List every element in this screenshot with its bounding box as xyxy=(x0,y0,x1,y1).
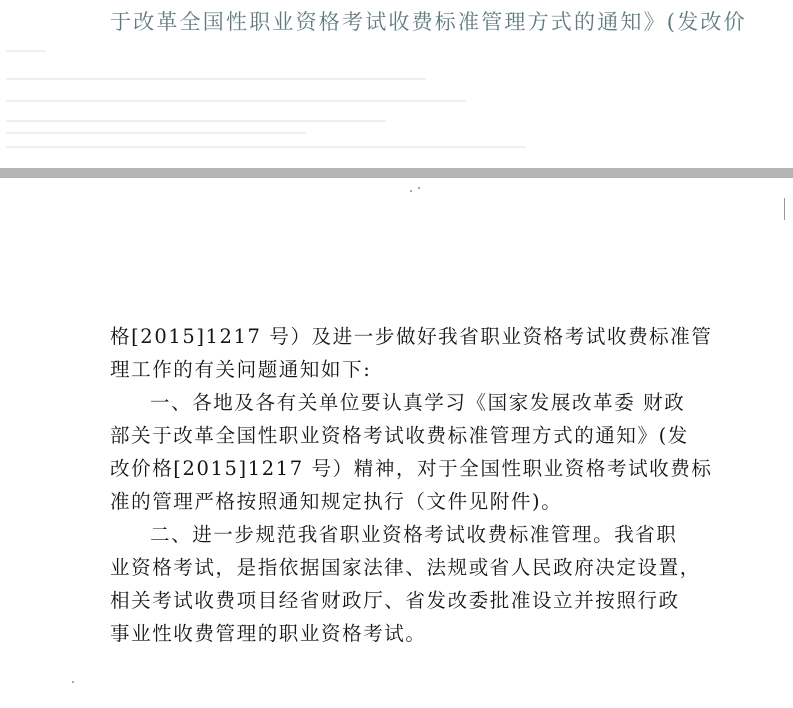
body-line: 事业性收费管理的职业资格考试。 xyxy=(110,622,427,645)
body-line: 理工作的有关问题通知如下: xyxy=(110,358,372,381)
body-line: 部关于改革全国性职业资格考试收费标准管理方式的通知》(发 xyxy=(110,424,689,447)
faint-ghost-line xyxy=(6,120,386,122)
page-separator xyxy=(0,168,793,178)
body-line: 相关考试收费项目经省财政厅、省发改委批准设立并按照行政 xyxy=(110,589,680,612)
body-line: 准的管理严格按照通知规定执行（文件见附件)。 xyxy=(110,490,563,513)
body-line: 改价格[2015]1217 号）精神，对于全国性职业资格考试收费标 xyxy=(110,457,713,480)
previous-page-fragment xyxy=(0,0,793,168)
scan-speck xyxy=(410,190,412,192)
document-page xyxy=(0,178,793,708)
document-body xyxy=(110,320,713,650)
faint-ghost-line xyxy=(6,132,306,134)
body-line-paragraph-start: 一、各地及各有关单位要认真学习《国家发展改革委 财政 xyxy=(150,391,686,414)
faint-ghost-line xyxy=(6,50,46,52)
scan-edge-mark xyxy=(784,198,785,220)
faint-ghost-line xyxy=(6,78,426,80)
scan-speck xyxy=(418,187,420,189)
faint-ghost-line xyxy=(6,100,466,102)
previous-page-text-line: 于改革全国性职业资格考试收费标准管理方式的通知》(发改价 xyxy=(110,10,747,34)
body-line: 业资格考试，是指依据国家法律、法规或省人民政府决定设置， xyxy=(110,556,701,579)
scan-speck xyxy=(72,681,74,683)
body-line: 格[2015]1217 号）及进一步做好我省职业资格考试收费标准管 xyxy=(110,325,713,348)
faint-ghost-line xyxy=(6,146,526,148)
body-line-paragraph-start: 二、进一步规范我省职业资格考试收费标准管理。我省职 xyxy=(150,523,678,546)
